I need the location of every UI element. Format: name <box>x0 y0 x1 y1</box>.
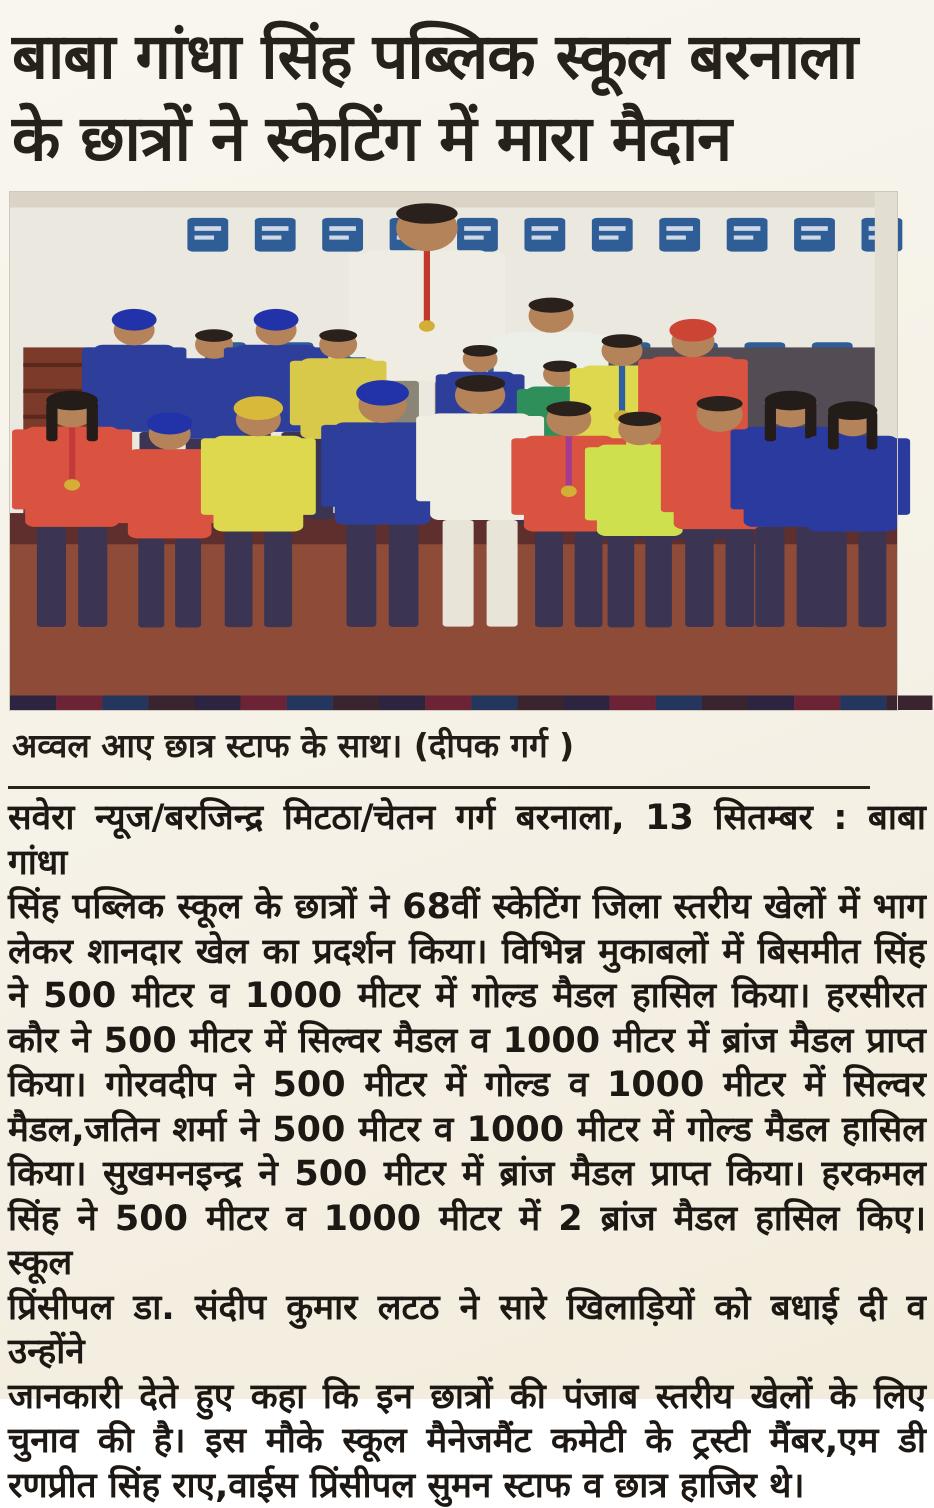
group-photo-illustration <box>10 192 897 710</box>
article-line: मैडल,जतिन शर्मा ने 500 मीटर व 1000 मीटर में गोल्ड मैडल हासिल <box>8 1108 926 1153</box>
article-line: जानकारी देते हुए कहा कि इन छात्रों की पंजाब स्तरीय खेलों के लिए <box>8 1375 926 1420</box>
photo-credit: (दीपक गर्ग ) <box>414 726 574 765</box>
photo-caption <box>12 722 922 767</box>
photo-caption-text: अव्वल आए छात्र स्टाफ के साथ। <box>12 726 402 765</box>
article-line: ने 500 मीटर व 1000 मीटर में गोल्ड मैडल हासिल किया। हरसीरत <box>8 974 926 1019</box>
article-body <box>8 796 926 1508</box>
article-line: रणप्रीत सिंह राए,वाईस प्रिंसीपल सुमन स्टाफ व छात्र हाजिर थे। <box>8 1464 926 1508</box>
article-line: चुनाव की है। इस मौके स्कूल मैनेजमैंट कमेटी के ट्रस्टी मैंबर,एम डी <box>8 1419 926 1464</box>
article-line: किया। सुखमनइन्द्र ने 500 मीटर में ब्रांज मैडल प्राप्त किया। हरकमल <box>8 1152 926 1197</box>
headline-line-2: के छात्रों ने स्केटिंग में मारा मैदान <box>12 98 924 180</box>
headline-line-1: बाबा गांधा सिंह पब्लिक स्कूल बरनाला <box>12 16 924 98</box>
article-line: सिंह पब्लिक स्कूल के छात्रों ने 68वीं स्केटिंग जिला स्तरीय खेलों में भाग <box>8 885 926 930</box>
article-line: सिंह ने 500 मीटर व 1000 मीटर में 2 ब्रांज मैडल हासिल किए। स्कूल <box>8 1197 926 1286</box>
article-line: कौर ने 500 मीटर में सिल्वर मैडल व 1000 मीटर में ब्रांज मैडल प्राप्त <box>8 1019 926 1064</box>
article-line: प्रिंसीपल डा. संदीप कुमार लटठ ने सारे खिलाड़ियों को बधाई दी व उन्होंने <box>8 1286 926 1375</box>
article-line: किया। गोरवदीप ने 500 मीटर में गोल्ड व 1000 मीटर में सिल्वर <box>8 1063 926 1108</box>
article-line: लेकर शानदार खेल का प्रदर्शन किया। विभिन्न मुकाबलों में बिसमीत सिंह <box>8 930 926 975</box>
headline <box>0 0 934 180</box>
article-line: सवेरा न्यूज/बरजिन्द्र मिटठा/चेतन गर्ग बरनाला, 13 सितम्बर : बाबा गांधा <box>8 796 926 885</box>
group-photo <box>10 192 897 710</box>
section-divider <box>8 786 870 789</box>
